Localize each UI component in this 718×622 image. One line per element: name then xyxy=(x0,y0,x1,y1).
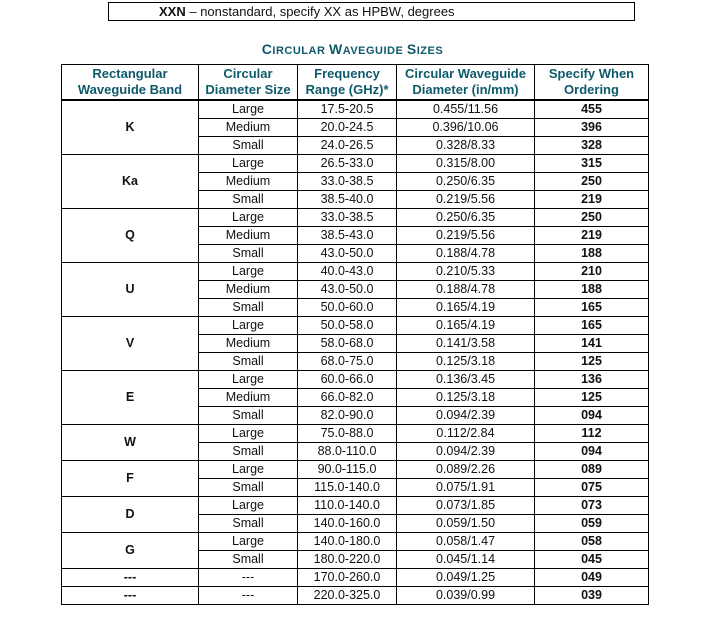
order-code-cell: 219 xyxy=(535,191,649,209)
waveguide-diameter-cell: 0.141/3.58 xyxy=(397,335,535,353)
diameter-size-cell: Large xyxy=(199,155,298,173)
order-code-cell: 112 xyxy=(535,425,649,443)
band-cell: E xyxy=(62,371,199,425)
frequency-cell: 140.0-180.0 xyxy=(298,533,397,551)
band-cell: D xyxy=(62,497,199,533)
waveguide-diameter-cell: 0.136/3.45 xyxy=(397,371,535,389)
waveguide-diameter-cell: 0.059/1.50 xyxy=(397,515,535,533)
order-code-cell: 049 xyxy=(535,569,649,587)
header-band: Rectangular Waveguide Band xyxy=(62,65,199,101)
waveguide-diameter-cell: 0.315/8.00 xyxy=(397,155,535,173)
table-row xyxy=(62,497,649,515)
note-text: – nonstandard, specify XX as HPBW, degrees xyxy=(185,4,455,19)
order-code-cell: 188 xyxy=(535,281,649,299)
frequency-cell: 115.0-140.0 xyxy=(298,479,397,497)
frequency-cell: 33.0-38.5 xyxy=(298,173,397,191)
frequency-cell: 82.0-90.0 xyxy=(298,407,397,425)
waveguide-diameter-cell: 0.328/8.33 xyxy=(397,137,535,155)
diameter-size-cell: Large xyxy=(199,371,298,389)
diameter-size-cell: Small xyxy=(199,479,298,497)
order-code-cell: 219 xyxy=(535,227,649,245)
waveguide-diameter-cell: 0.049/1.25 xyxy=(397,569,535,587)
frequency-cell: 24.0-26.5 xyxy=(298,137,397,155)
header-ordering: Specify When Ordering xyxy=(535,65,649,101)
table-row xyxy=(62,209,649,227)
frequency-cell: 40.0-43.0 xyxy=(298,263,397,281)
waveguide-diameter-cell: 0.210/5.33 xyxy=(397,263,535,281)
diameter-size-cell: Large xyxy=(199,461,298,479)
table-title: CIRCULAR WAVEGUIDE SIZES xyxy=(261,41,444,57)
diameter-size-cell: Small xyxy=(199,353,298,371)
diameter-size-cell: Small xyxy=(199,137,298,155)
order-code-cell: 210 xyxy=(535,263,649,281)
frequency-cell: 90.0-115.0 xyxy=(298,461,397,479)
order-code-cell: 315 xyxy=(535,155,649,173)
frequency-cell: 68.0-75.0 xyxy=(298,353,397,371)
order-code-cell: 073 xyxy=(535,497,649,515)
order-code-cell: 089 xyxy=(535,461,649,479)
order-code-cell: 250 xyxy=(535,209,649,227)
band-cell: --- xyxy=(62,569,199,587)
order-code-cell: 141 xyxy=(535,335,649,353)
order-code-cell: 045 xyxy=(535,551,649,569)
band-cell: --- xyxy=(62,587,199,605)
order-code-cell: 328 xyxy=(535,137,649,155)
frequency-cell: 170.0-260.0 xyxy=(298,569,397,587)
order-code-cell: 075 xyxy=(535,479,649,497)
waveguide-diameter-cell: 0.125/3.18 xyxy=(397,353,535,371)
waveguide-diameter-cell: 0.188/4.78 xyxy=(397,245,535,263)
diameter-size-cell: --- xyxy=(199,569,298,587)
waveguide-diameter-cell: 0.058/1.47 xyxy=(397,533,535,551)
order-code-cell: 455 xyxy=(535,100,649,119)
waveguide-diameter-cell: 0.075/1.91 xyxy=(397,479,535,497)
diameter-size-cell: Large xyxy=(199,263,298,281)
band-cell: U xyxy=(62,263,199,317)
table-row xyxy=(62,371,649,389)
table-row xyxy=(62,155,649,173)
diameter-size-cell: --- xyxy=(199,587,298,605)
frequency-cell: 50.0-60.0 xyxy=(298,299,397,317)
diameter-size-cell: Large xyxy=(199,317,298,335)
table-row xyxy=(62,587,649,605)
waveguide-diameter-cell: 0.455/11.56 xyxy=(397,100,535,119)
diameter-size-cell: Medium xyxy=(199,173,298,191)
waveguide-diameter-cell: 0.125/3.18 xyxy=(397,389,535,407)
waveguide-diameter-cell: 0.250/6.35 xyxy=(397,209,535,227)
frequency-cell: 110.0-140.0 xyxy=(298,497,397,515)
waveguide-diameter-cell: 0.165/4.19 xyxy=(397,317,535,335)
frequency-cell: 38.5-43.0 xyxy=(298,227,397,245)
frequency-cell: 17.5-20.5 xyxy=(298,100,397,119)
frequency-cell: 38.5-40.0 xyxy=(298,191,397,209)
diameter-size-cell: Medium xyxy=(199,281,298,299)
diameter-size-cell: Small xyxy=(199,299,298,317)
table-row xyxy=(62,317,649,335)
frequency-cell: 58.0-68.0 xyxy=(298,335,397,353)
order-code-cell: 125 xyxy=(535,389,649,407)
header-diameter-size: Circular Diameter Size xyxy=(199,65,298,101)
waveguide-diameter-cell: 0.045/1.14 xyxy=(397,551,535,569)
note-code: XXN xyxy=(159,4,186,19)
waveguide-diameter-cell: 0.073/1.85 xyxy=(397,497,535,515)
waveguide-diameter-cell: 0.089/2.26 xyxy=(397,461,535,479)
diameter-size-cell: Large xyxy=(199,425,298,443)
frequency-cell: 88.0-110.0 xyxy=(298,443,397,461)
frequency-cell: 75.0-88.0 xyxy=(298,425,397,443)
band-cell: K xyxy=(62,100,199,155)
table-row xyxy=(62,100,649,119)
table-row xyxy=(62,263,649,281)
band-cell: W xyxy=(62,425,199,461)
frequency-cell: 20.0-24.5 xyxy=(298,119,397,137)
header-row xyxy=(62,65,649,101)
order-code-cell: 039 xyxy=(535,587,649,605)
band-cell: Q xyxy=(62,209,199,263)
order-code-cell: 059 xyxy=(535,515,649,533)
diameter-size-cell: Large xyxy=(199,533,298,551)
order-code-cell: 165 xyxy=(535,299,649,317)
frequency-cell: 33.0-38.5 xyxy=(298,209,397,227)
waveguide-diameter-cell: 0.112/2.84 xyxy=(397,425,535,443)
order-code-cell: 396 xyxy=(535,119,649,137)
diameter-size-cell: Small xyxy=(199,551,298,569)
nonstandard-note xyxy=(108,2,635,21)
diameter-size-cell: Medium xyxy=(199,227,298,245)
diameter-size-cell: Small xyxy=(199,407,298,425)
frequency-cell: 60.0-66.0 xyxy=(298,371,397,389)
frequency-cell: 50.0-58.0 xyxy=(298,317,397,335)
waveguide-diameter-cell: 0.219/5.56 xyxy=(397,227,535,245)
waveguide-diameter-cell: 0.094/2.39 xyxy=(397,443,535,461)
order-code-cell: 250 xyxy=(535,173,649,191)
waveguide-diameter-cell: 0.039/0.99 xyxy=(397,587,535,605)
table-row xyxy=(62,461,649,479)
diameter-size-cell: Large xyxy=(199,209,298,227)
header-waveguide-diameter: Circular Waveguide Diameter (in/mm) xyxy=(397,65,535,101)
band-cell: F xyxy=(62,461,199,497)
order-code-cell: 058 xyxy=(535,533,649,551)
header-frequency: Frequency Range (GHz)* xyxy=(298,65,397,101)
frequency-cell: 26.5-33.0 xyxy=(298,155,397,173)
waveguide-diameter-cell: 0.396/10.06 xyxy=(397,119,535,137)
diameter-size-cell: Large xyxy=(199,497,298,515)
table-row xyxy=(62,533,649,551)
waveguide-diameter-cell: 0.165/4.19 xyxy=(397,299,535,317)
frequency-cell: 43.0-50.0 xyxy=(298,245,397,263)
order-code-cell: 094 xyxy=(535,407,649,425)
table-row xyxy=(62,569,649,587)
diameter-size-cell: Small xyxy=(199,515,298,533)
diameter-size-cell: Large xyxy=(199,100,298,119)
frequency-cell: 180.0-220.0 xyxy=(298,551,397,569)
diameter-size-cell: Small xyxy=(199,443,298,461)
band-cell: Ka xyxy=(62,155,199,209)
diameter-size-cell: Medium xyxy=(199,335,298,353)
band-cell: G xyxy=(62,533,199,569)
order-code-cell: 165 xyxy=(535,317,649,335)
diameter-size-cell: Small xyxy=(199,191,298,209)
band-cell: V xyxy=(62,317,199,371)
waveguide-diameter-cell: 0.188/4.78 xyxy=(397,281,535,299)
diameter-size-cell: Small xyxy=(199,245,298,263)
frequency-cell: 43.0-50.0 xyxy=(298,281,397,299)
diameter-size-cell: Medium xyxy=(199,389,298,407)
order-code-cell: 136 xyxy=(535,371,649,389)
waveguide-diameter-cell: 0.219/5.56 xyxy=(397,191,535,209)
waveguide-sizes-table xyxy=(61,64,649,605)
order-code-cell: 188 xyxy=(535,245,649,263)
waveguide-diameter-cell: 0.250/6.35 xyxy=(397,173,535,191)
frequency-cell: 140.0-160.0 xyxy=(298,515,397,533)
waveguide-diameter-cell: 0.094/2.39 xyxy=(397,407,535,425)
order-code-cell: 125 xyxy=(535,353,649,371)
order-code-cell: 094 xyxy=(535,443,649,461)
frequency-cell: 220.0-325.0 xyxy=(298,587,397,605)
diameter-size-cell: Medium xyxy=(199,119,298,137)
table-row xyxy=(62,425,649,443)
frequency-cell: 66.0-82.0 xyxy=(298,389,397,407)
